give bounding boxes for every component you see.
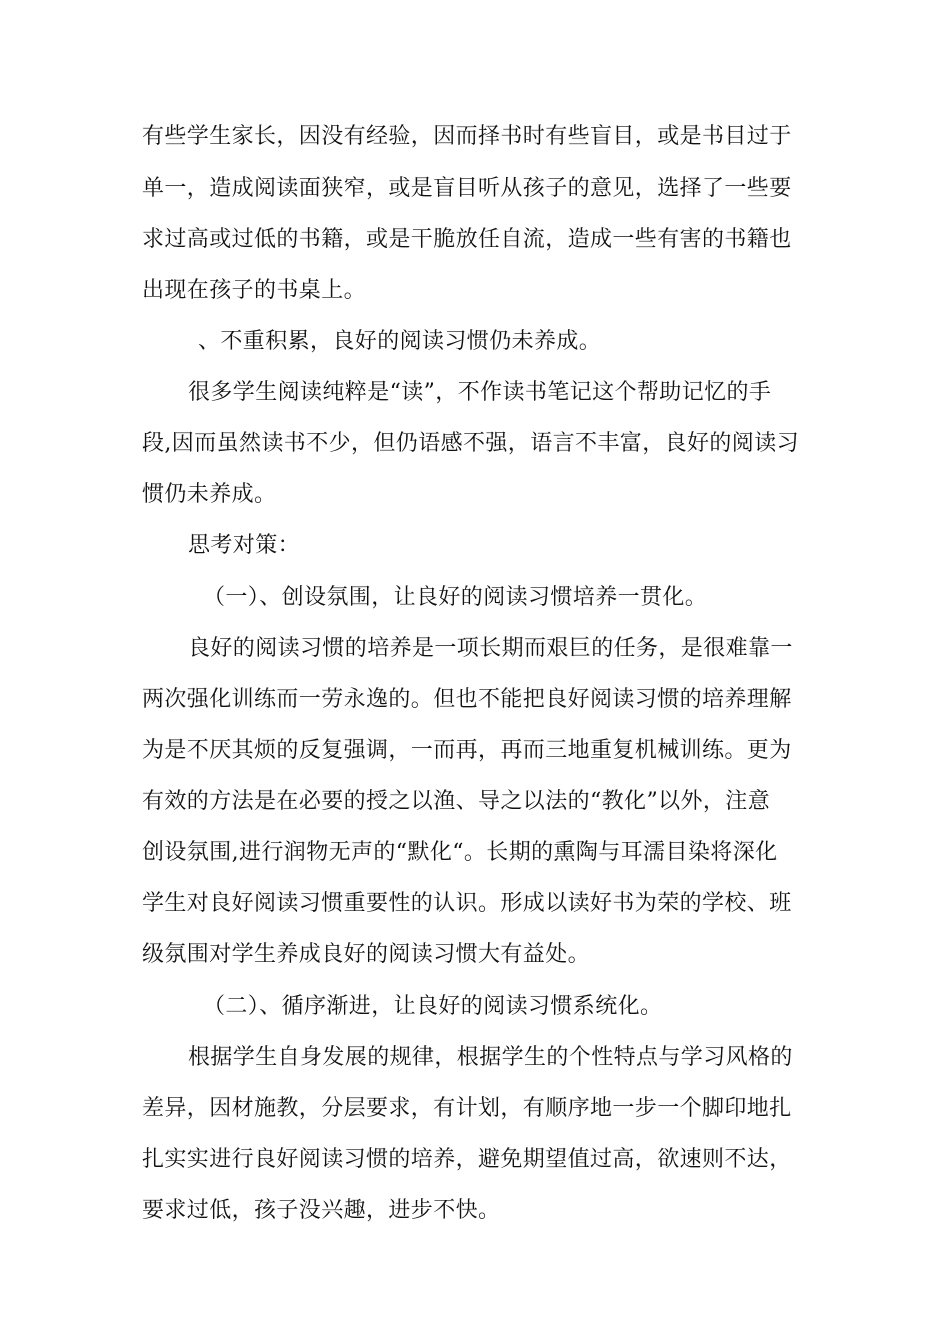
subsection-heading: （一）、创设氛围，让良好的阅读习惯培养一贯化。 [203,585,708,610]
text-line: 差异，因材施教，分层要求，有计划，有顺序地一步一个脚印地扎 [142,1096,792,1121]
text-line: 级氛围对学生养成良好的阅读习惯大有益处。 [142,942,591,967]
text-line: 要求过低，孩子没兴趣，进步不快。 [142,1198,501,1223]
section-heading: 、不重积累，良好的阅读习惯仍未养成。 [198,329,602,354]
text-line: 两次强化训练而一劳永逸的。但也不能把良好阅读习惯的培养理解 [142,687,792,712]
text-line: 有些学生家长，因没有经验，因而择书时有些盲目，或是书目过于 [142,124,792,149]
text-line: 求过高或过低的书籍，或是干脆放任自流，造成一些有害的书籍也 [142,227,792,252]
text-line: 单一，造成阅读面狭窄，或是盲目听从孩子的意见，选择了一些要 [142,176,792,201]
text-line: 有效的方法是在必要的授之以渔、导之以法的“教化”以外，注意 [142,789,771,814]
text-line: 惯仍未养成。 [142,482,277,507]
text-line: 学生对良好阅读习惯重要性的认识。形成以读好书为荣的学校、班 [142,891,792,916]
text-line: 出现在孩子的书桌上。 [142,278,367,303]
subsection-heading: （二）、循序渐进，让良好的阅读习惯系统化。 [203,994,663,1019]
text-line: 段,因而虽然读书不少，但仍语感不强，语言不丰富，良好的阅读习 [142,431,799,456]
text-line: 为是不厌其烦的反复强调，一而再，再而三地重复机械训练。更为 [142,738,792,763]
text-line: 很多学生阅读纯粹是“读”，不作读书笔记这个帮助记忆的手 [188,380,772,405]
text-line: 良好的阅读习惯的培养是一项长期而艰巨的任务，是很难靠一 [188,636,793,661]
text-line: 根据学生自身发展的规律，根据学生的个性特点与学习风格的 [188,1045,793,1070]
text-line: 创设氛围,进行润物无声的“默化“。长期的熏陶与耳濡目染将深化 [142,840,778,865]
section-heading: 思考对策： [188,533,301,558]
text-line: 扎实实进行良好阅读习惯的培养，避免期望值过高，欲速则不达， [142,1147,792,1172]
